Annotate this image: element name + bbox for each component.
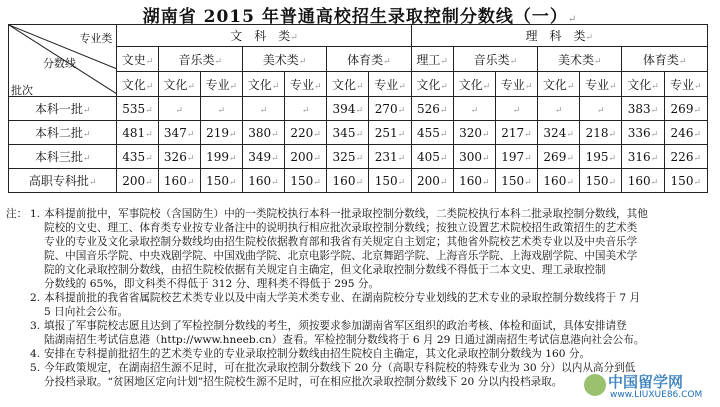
header-row-category [9,25,708,47]
score-cell: 345 ↵ [327,121,369,145]
score-cell: 218 ↵ [580,121,622,145]
score-cell: 217 ↵ [495,121,537,145]
score-cell: 380 ↵ [242,121,284,145]
col-culture: 文化 ↵ [538,72,580,97]
col-major: 专业 ↵ [369,72,411,97]
subheader-ligong: 理工 ↵ [411,47,453,72]
note-text: 本科提前批的我省省属院校艺术类专业以及中南大学美术类专业、在湖南院校分专业划线的艺术专业的录取控制分数线将于 7 月 [44,292,641,304]
subheader-wenshi: 文史 ↵ [117,47,158,72]
score-cell: 160 ↵ [242,169,284,193]
header-science: 理 科 类 ↵ [411,25,707,47]
score-cell: 150 ↵ [200,169,242,193]
col-culture: 文化 ↵ [453,72,495,97]
score-cell: 199 ↵ [200,145,242,169]
score-cell: 160 ↵ [538,169,580,193]
col-culture: 文化 ↵ [622,72,664,97]
note-line [6,249,714,263]
table-row [9,145,708,169]
score-cell [158,97,200,121]
score-cell: 326 ↵ [158,145,200,169]
score-cell [453,97,495,121]
watermark-title: 中国留学网 [608,373,684,391]
col-culture: 文化 ↵ [327,72,369,97]
note-line [6,277,714,291]
note-text: 院的文化录取控制分数线，由招生院校依据有关规定自主确定，但文化录取控制分数线不得低于二本文史、理工录取控制 [44,264,606,276]
note-line [6,207,714,221]
corner-label-batch: 批次 [11,84,33,97]
note-text: 今年政策规定，在湖南招生源不足时，可在批次录取控制分数线下 20 分（高职专科院校的特殊专业为 30 分）以内从高分到低 [44,362,636,374]
score-cell: 324 ↵ [538,121,580,145]
col-culture: 文化 ↵ [411,72,453,97]
note-line [6,263,714,277]
notes-list [6,207,714,389]
score-cell: 197 ↵ [495,145,537,169]
note-text: 安排在专科提前批招生的艺术类专业的专业录取控制分数线由招生院校自主确定，其文化录取控制分数线为 160 分。 [44,348,591,360]
score-cell: 246 ↵ [664,121,707,145]
score-cell: 269 ↵ [538,145,580,169]
note-number: 4. [30,348,41,360]
score-cell: 300 ↵ [453,145,495,169]
score-cell: 269 ↵ [664,97,707,121]
col-major: 专业 ↵ [580,72,622,97]
score-cell: 226 ↵ [664,145,707,169]
corner-label-score-line: 分数线 [43,57,76,70]
subheader-art-science: 美术类 ↵ [538,47,622,72]
batch-label: 本科三批 ↵ [9,145,117,169]
score-cell: 160 ↵ [622,169,664,193]
score-cell: 405 ↵ [411,145,453,169]
score-cell: 347 ↵ [158,121,200,145]
score-cell [580,97,622,121]
note-line [6,333,714,347]
score-cell: 325 ↵ [327,145,369,169]
score-cell: 526 ↵ [411,97,453,121]
score-cell: 320 ↵ [453,121,495,145]
subheader-music-liberal: 音乐类 ↵ [158,47,242,72]
note-text: 院、中国音乐学院、中央戏剧学院、中国戏曲学院、北京电影学院、北京舞蹈学院、上海音乐学院、上海戏剧学院、中国美术学 [44,250,638,262]
paragraph-mark-icon: ↵ [567,14,578,25]
title-text: 湖南省 2015 年普通高校招生录取控制分数线（一） [142,7,568,27]
subheader-sports-liberal: 体育类 ↵ [327,47,411,72]
batch-label: 高职专科批 ↵ [9,169,117,193]
score-cell [200,97,242,121]
note-text: 院校的文史、理工、体育类专业按专业备注中的说明执行相应批次录取控制分数线；按独立设置艺术院校招生政策招生的艺术类 [44,222,638,234]
note-text: 专业的专业及文化录取控制分数线均由招生院校依据教育部和我省有关规定自主划定；其他省外院校艺术类专业以及中央音乐学 [44,236,638,248]
note-line [6,221,714,235]
col-major: 专业 ↵ [285,72,327,97]
col-culture: 文化 ↵ [117,72,158,97]
score-cell: 336 ↵ [622,121,664,145]
score-cell: 200 ↵ [285,145,327,169]
note-text: 填报了军事院校志愿且达到了军检控制分数线的考生，须按要求参加湖南省军区组织的政治考核、体检和面试，具体安排请登 [44,320,627,332]
score-cell: 150 ↵ [369,169,411,193]
score-cell: 270 ↵ [369,97,411,121]
score-cell: 150 ↵ [664,169,707,193]
score-cell: 219 ↵ [200,121,242,145]
table-row [9,121,708,145]
note-text: 陆湖南招生考试信息港（http://www.hneeb.cn）查看。军检控制分数线将于 6 月 29 日通过湖南招生考试信息港向社会公布。 [44,334,645,346]
score-cell: 435 ↵ [117,145,158,169]
note-text: 5 日向社会公布。 [44,306,129,318]
score-cell [538,97,580,121]
score-cell: 200 ↵ [411,169,453,193]
score-cell: 316 ↵ [622,145,664,169]
score-cell: 394 ↵ [327,97,369,121]
score-cell: 160 ↵ [327,169,369,193]
score-cell: 160 ↵ [158,169,200,193]
score-cell: 200 ↵ [117,169,158,193]
notes-section [6,207,714,389]
note-number: 2. [30,292,41,304]
table-row [9,169,708,193]
score-cell [495,97,537,121]
note-number: 5. [30,362,41,374]
watermark [584,371,712,405]
score-cell [285,97,327,121]
score-cell: 231 ↵ [369,145,411,169]
subheader-art-liberal: 美术类 ↵ [242,47,326,72]
col-major: 专业 ↵ [664,72,707,97]
col-major: 专业 ↵ [200,72,242,97]
note-line [6,319,714,333]
score-cell: 349 ↵ [242,145,284,169]
batch-label: 本科二批 ↵ [9,121,117,145]
note-line [6,305,714,319]
score-cell: 383 ↵ [622,97,664,121]
subheader-music-science: 音乐类 ↵ [453,47,537,72]
col-culture: 文化 ↵ [158,72,200,97]
score-cell: 535 ↵ [117,97,158,121]
batch-label: 本科一批 ↵ [9,97,117,121]
note-text: 分数线的 65%，即文科类不得低于 312 分、理科类不得低于 295 分。 [44,278,380,290]
score-cell [242,97,284,121]
score-cell: 481 ↵ [117,121,158,145]
score-table-body [9,97,708,193]
note-number: 1. [30,208,41,220]
watermark-logo [584,374,606,396]
score-cell: 455 ↵ [411,121,453,145]
score-table [8,24,708,193]
watermark-url: www.LIUXUE86.COM [610,390,703,400]
score-cell: 220 ↵ [285,121,327,145]
score-cell: 150 ↵ [580,169,622,193]
header-liberal-arts: 文 科 类 ↵ [117,25,411,47]
note-line [6,235,714,249]
note-number: 3. [30,320,41,332]
note-text: 本科提前批中，军事院校（含国防生）中的一类院校执行本科一批录取控制分数线，二类院校执行本科二批录取控制分数线，其他 [44,208,648,220]
corner-label-major-category: 专业类 [79,32,113,45]
col-culture: 文化 ↵ [242,72,284,97]
score-cell: 160 ↵ [453,169,495,193]
score-cell: 150 ↵ [495,169,537,193]
score-cell: 251 ↵ [369,121,411,145]
table-row [9,97,708,121]
note-line [6,291,714,305]
score-cell: 195 ↵ [580,145,622,169]
note-line [6,347,714,361]
table-corner-cell [9,25,117,97]
col-major: 专业 ↵ [495,72,537,97]
score-cell: 150 ↵ [285,169,327,193]
subheader-sports-science: 体育类 ↵ [622,47,708,72]
notes-label: 注： [6,208,28,220]
note-text: 分投档录取。“贫困地区定向计划”招生院校生源不足时，可在相应批次录取控制分数线下 20 分以内投档录取。 [44,376,563,388]
